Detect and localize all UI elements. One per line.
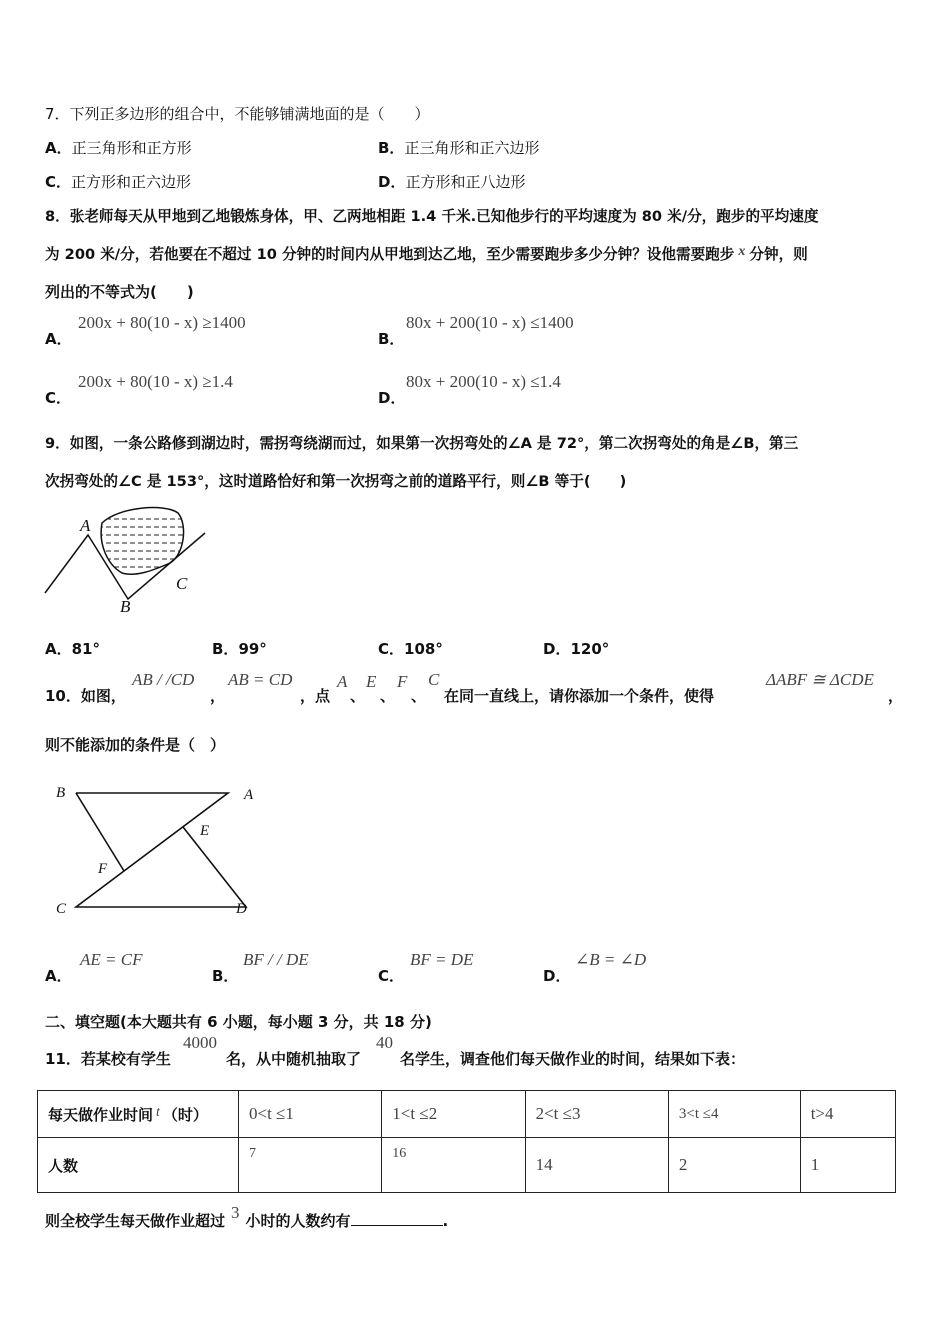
q10-label-c: C: [56, 901, 67, 917]
q8-option-c-expr: 200x + 80(10 - x) ≥1.4: [78, 372, 233, 391]
q7-stem: 7．下列正多边形的组合中，不能够铺满地面的是（ ）: [45, 105, 430, 123]
q10-label-f: F: [98, 861, 108, 877]
q8-option-a-label: A．: [45, 330, 72, 348]
q8-option-a-expr: 200x + 80(10 - x) ≥1400: [78, 313, 246, 332]
q9-line1: 9．如图，一条公路修到湖边时，需拐弯绕湖而过，如果第一次拐弯处的∠A 是 72°，第二次拐弯处的角是∠B，第三: [45, 435, 799, 452]
q8-line1: 8．张老师每天从甲地到乙地锻炼身体，甲、乙两地相距 1.4 千米.已知他步行的平均速度为 80 米/分，跑步的平均速度: [45, 208, 819, 225]
q9-option-d: D．120°: [543, 640, 610, 658]
q9-option-a: A．81°: [45, 640, 100, 658]
lake-outline: [101, 508, 183, 575]
q11-prefix: 11．若某校有学生: [45, 1050, 171, 1068]
q10-option-d-label: D．: [543, 967, 571, 985]
q10-option-c-expr: BF = DE: [410, 950, 474, 969]
q10-comma-end: ，: [888, 687, 904, 705]
q9-option-c: C．108°: [378, 640, 443, 658]
q10-option-a-expr: AE = CF: [80, 950, 143, 969]
q9-line2: 次拐弯处的∠C 是 153°，这时道路恰好和第一次拐弯之前的道路平行，则∠B 等于( ): [45, 473, 627, 490]
q9-figure: [40, 505, 215, 620]
table-cell: 2<t ≤3: [525, 1091, 668, 1138]
q7-option-b: B．正三角形和正六边形: [378, 139, 540, 157]
section2-title: 二、填空题(本大题共有 6 小题，每小题 3 分，共 18 分): [45, 1013, 432, 1031]
table-cell: 14: [525, 1138, 668, 1193]
table-row: [38, 1091, 896, 1138]
q8-option-d-label: D．: [378, 389, 406, 407]
table-cell: 7: [239, 1138, 382, 1193]
q11-table: [37, 1090, 896, 1193]
q10-sep-2: 、: [380, 687, 396, 705]
q10-option-a-label: A．: [45, 967, 72, 985]
q9-label-c: C: [176, 574, 188, 593]
q10-sep-3: 、: [411, 687, 427, 705]
q7-option-a: A．正三角形和正方形: [45, 139, 192, 157]
q10-prefix: 10．如图，: [45, 687, 126, 705]
q10-cond2: AB = CD: [228, 670, 293, 689]
q10-label-b: B: [56, 785, 66, 801]
q7-option-d: D．正方形和正八边形: [378, 173, 526, 191]
q8-line2: 为 200 米/分，若他要在不超过 10 分钟的时间内从甲地到达乙地，至少需要跑步多少分钟？设他需要跑步 x 分钟，则: [45, 244, 808, 263]
q9-option-b: B．99°: [212, 640, 267, 658]
q11-mid: 名，从中随机抽取了: [226, 1050, 362, 1068]
table-cell: 3<t ≤4: [668, 1091, 800, 1138]
q7-option-c: C．正方形和正六边形: [45, 173, 192, 191]
table-row: [38, 1138, 896, 1193]
q10-point-a: A: [337, 672, 348, 691]
q10-label-d: D: [236, 901, 247, 917]
q11-suffix: 名学生，调查他们每天做作业的时间，结果如下表：: [400, 1050, 746, 1068]
table-cell: 2: [668, 1138, 800, 1193]
q10-figure: [48, 780, 268, 920]
q9-label-b: B: [120, 597, 131, 616]
q11-answer-line: 则全校学生每天做作业超过 3 小时的人数约有 .: [45, 1203, 449, 1230]
table-cell: 1: [800, 1138, 895, 1193]
table-cell: 0<t ≤1: [239, 1091, 382, 1138]
table-header-time: 每天做作业时间 t （时）: [38, 1091, 239, 1138]
q10-option-b-label: B．: [212, 967, 239, 985]
q11-ans-num: 3: [231, 1203, 240, 1222]
q10-option-d-expr: ∠B = ∠D: [575, 950, 647, 969]
q9-label-a: A: [80, 516, 91, 535]
q8-line3: 列出的不等式为( ): [45, 283, 194, 301]
q10-point-f: F: [397, 672, 408, 691]
q10-label-e: E: [200, 823, 210, 839]
table-cell: t>4: [800, 1091, 895, 1138]
q8-option-b-label: B．: [378, 330, 405, 348]
table-cell: 1<t ≤2: [382, 1091, 525, 1138]
q8-var: x: [738, 244, 746, 259]
table-cell: 16: [382, 1138, 525, 1193]
q10-target: ΔABF ≅ ΔCDE: [766, 670, 874, 689]
q10-mid: 在同一直线上，请你添加一个条件，使得: [444, 687, 715, 705]
q10-cond1: AB / /CD: [132, 670, 195, 689]
q10-point-e: E: [366, 672, 377, 691]
q10-point-c: C: [428, 670, 440, 689]
q10-sep-1: 、: [350, 687, 366, 705]
table-header-count: 人数: [38, 1138, 239, 1193]
q10-label-a: A: [244, 787, 254, 803]
q10-line2: 则不能添加的条件是（ ）: [45, 736, 226, 754]
q10-option-b-expr: BF / / DE: [243, 950, 309, 969]
q8-option-d-expr: 80x + 200(10 - x) ≤1.4: [406, 372, 561, 391]
q10-point-word: ，点: [300, 687, 331, 705]
q8-option-b-expr: 80x + 200(10 - x) ≤1400: [406, 313, 574, 332]
q11-n2: 40: [376, 1033, 393, 1052]
q10-option-c-label: C．: [378, 967, 405, 985]
q10-comma: ，: [210, 687, 226, 705]
answer-blank[interactable]: [351, 1211, 443, 1226]
q10-figure-lines: [76, 793, 246, 907]
q11-n1: 4000: [183, 1033, 217, 1052]
q8-option-c-label: C．: [45, 389, 72, 407]
